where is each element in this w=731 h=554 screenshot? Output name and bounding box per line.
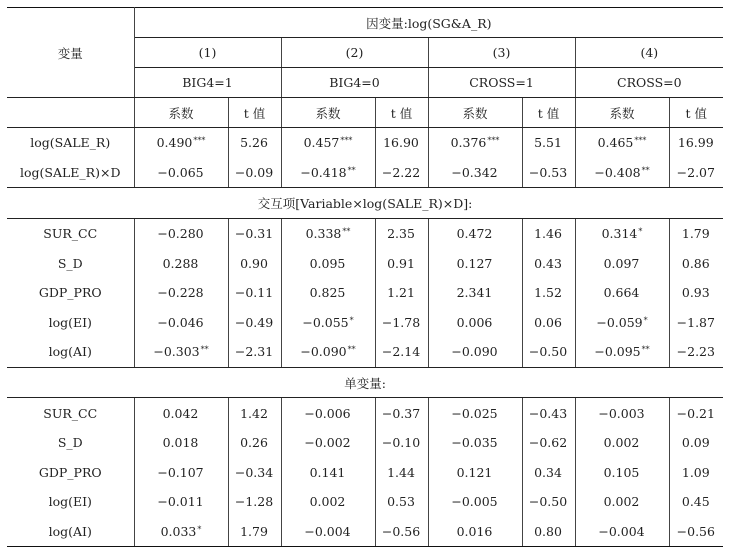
t-value-cell-value: −0.49 [234,314,274,330]
t-value-header: t 值 [228,98,281,128]
coefficient-cell-value: 0.465 [597,135,634,151]
t-value-cell-value: −0.62 [528,435,568,451]
variable-name: log(SALE_R) [7,128,134,158]
coefficient-cell-value: −0.059 [596,314,643,330]
coefficient-cell [281,398,375,428]
t-value-header: t 值 [522,98,575,128]
t-value-cell-value: −0.31 [234,226,274,242]
t-value-cell [522,337,575,367]
t-value-cell-value: 1.09 [681,464,710,480]
coefficient-cell [575,248,669,278]
t-value-cell-value: −0.50 [528,344,568,360]
coefficient-cell [281,218,375,248]
model-number-1: (1) [134,38,281,68]
t-value-cell [522,487,575,517]
coefficient-cell-value: −0.011 [157,494,204,510]
coefficient-cell [281,428,375,458]
t-value-cell [669,308,723,338]
t-value-cell-value: 0.86 [681,255,710,271]
t-value-header: t 值 [375,98,428,128]
t-value-cell [522,128,575,158]
coefficient-cell [428,517,522,547]
coefficient-cell-value: 0.472 [456,226,493,242]
coefficient-cell-value: −0.280 [157,226,204,242]
t-value-cell [375,337,428,367]
coef-header: 系数 [134,98,228,128]
coefficient-cell [134,278,228,308]
coef-header: 系数 [575,98,669,128]
coefficient-cell-value: 0.314 [601,226,638,242]
coefficient-cell [575,158,669,188]
t-value-cell [375,458,428,488]
t-value-cell-value: 0.34 [534,464,562,480]
coefficient-cell [575,218,669,248]
coefficient-cell [575,398,669,428]
coefficient-cell-value: −0.004 [598,524,645,540]
t-value-cell [228,337,281,367]
t-value-cell-value: 2.35 [387,226,415,242]
coef-header: 系数 [428,98,522,128]
t-value-cell [228,398,281,428]
t-value-cell [669,248,723,278]
coefficient-cell [134,458,228,488]
coefficient-cell [134,218,228,248]
coefficient-cell-value: −0.090 [451,344,498,360]
coefficient-cell [281,487,375,517]
variable-name: SUR_CC [7,218,134,248]
coefficient-cell-value: 0.006 [456,314,493,330]
t-value-cell-value: −1.28 [234,494,274,510]
t-value-cell [228,487,281,517]
t-value-cell-value: 1.46 [534,226,562,242]
significance-stars: ** [342,227,351,237]
t-value-cell [522,517,575,547]
t-value-cell-value: 16.90 [383,135,419,151]
t-value-cell-value: 1.79 [240,524,268,540]
t-value-cell [522,158,575,188]
significance-stars: * [638,227,643,237]
t-value-cell [522,308,575,338]
coefficient-cell-value: 0.338 [305,226,342,242]
header-row-stat-labels [7,98,723,128]
table-row [7,458,723,488]
coefficient-cell-value: 0.457 [303,135,340,151]
t-value-cell-value: −0.50 [528,494,568,510]
section-header-row [7,188,723,219]
coefficient-cell-value: 0.376 [450,135,487,151]
section-title: 单变量: [7,367,723,398]
t-value-cell [375,248,428,278]
coefficient-cell-value: −0.107 [157,464,204,480]
sample-label-2: BIG4=0 [281,68,428,98]
coefficient-cell-value: −0.006 [304,405,351,421]
t-value-cell [375,517,428,547]
coefficient-cell [575,428,669,458]
t-value-cell-value: 0.26 [240,435,268,451]
coefficient-cell [134,398,228,428]
model-number-3: (3) [428,38,575,68]
sample-label-1: BIG4=1 [134,68,281,98]
t-value-cell-value: 1.44 [387,464,415,480]
coefficient-cell-value: −0.228 [157,285,204,301]
coefficient-cell-value: −0.055 [302,314,349,330]
variable-name: GDP_PRO [7,458,134,488]
t-value-cell-value: −0.10 [381,435,421,451]
coefficient-cell-value: 0.105 [603,464,640,480]
coefficient-cell [428,428,522,458]
coefficient-cell [428,218,522,248]
t-value-cell [228,308,281,338]
blank-header-cell [7,98,134,128]
t-value-cell-value: −0.11 [234,285,274,301]
table-row [7,487,723,517]
t-value-cell-value: −2.23 [676,344,715,360]
t-value-cell-value: 5.51 [534,135,562,151]
significance-stars: *** [193,136,206,146]
coefficient-cell-value: 0.095 [309,255,346,271]
coefficient-cell [134,128,228,158]
t-value-cell [228,128,281,158]
t-value-cell [375,128,428,158]
t-value-cell-value: −1.78 [381,314,421,330]
table-body [7,8,723,547]
t-value-cell [669,158,723,188]
significance-stars: ** [641,165,650,175]
t-value-cell-value: 0.43 [534,255,562,271]
coefficient-cell [281,158,375,188]
t-value-cell-value: −1.87 [676,314,715,330]
sample-label-3: CROSS=1 [428,68,575,98]
t-value-cell [228,278,281,308]
coefficient-cell-value: −0.065 [157,164,204,180]
coefficient-cell [428,278,522,308]
coefficient-cell-value: 0.288 [162,255,199,271]
table-row [7,218,723,248]
t-value-cell-value: 0.90 [240,255,268,271]
t-value-cell-value: 5.26 [240,135,268,151]
header-row-dep-var [7,8,723,38]
coefficient-cell-value: 0.141 [309,464,346,480]
coefficient-cell-value: 0.002 [603,494,640,510]
coefficient-cell-value: 0.127 [456,255,493,271]
coefficient-cell-value: 0.490 [156,135,193,151]
variable-column-header: 变量 [7,8,134,98]
t-value-cell-value: −0.21 [676,405,715,421]
coefficient-cell-value: −0.035 [451,435,498,451]
coefficient-cell-value: 0.097 [603,255,640,271]
t-value-cell [228,158,281,188]
coefficient-cell-value: −0.090 [300,344,347,360]
t-value-cell-value: 16.99 [677,135,714,151]
coefficient-cell [134,308,228,338]
t-value-cell-value: 1.52 [534,285,562,301]
coefficient-cell-value: 0.016 [456,524,493,540]
t-value-cell [669,487,723,517]
t-value-cell [522,248,575,278]
coefficient-cell-value: −0.004 [304,524,351,540]
significance-stars: * [197,525,202,535]
coefficient-cell-value: 0.033 [160,524,197,540]
coefficient-cell-value: 0.121 [456,464,493,480]
t-value-cell [669,458,723,488]
t-value-cell [669,278,723,308]
t-value-cell-value: −2.22 [381,164,421,180]
coefficient-cell [428,308,522,338]
t-value-cell-value: −0.56 [676,524,715,540]
coef-header: 系数 [281,98,375,128]
variable-name: log(EI) [7,308,134,338]
coefficient-cell-value: 0.664 [603,285,640,301]
variable-name: log(SALE_R)×D [7,158,134,188]
model-number-4: (4) [575,38,723,68]
coefficient-cell [428,337,522,367]
t-value-cell [522,218,575,248]
significance-stars: ** [347,165,356,175]
t-value-cell [669,128,723,158]
dependent-variable-header: 因变量:log(SG&A_R) [134,8,723,38]
t-value-cell-value: 0.45 [681,494,710,510]
t-value-cell [669,337,723,367]
t-value-cell-value: 1.21 [387,285,415,301]
coefficient-cell [281,248,375,278]
significance-stars: *** [487,136,500,146]
table-row [7,278,723,308]
t-value-cell-value: 0.80 [534,524,562,540]
coefficient-cell [575,337,669,367]
table-row [7,398,723,428]
coefficient-cell [428,158,522,188]
coefficient-cell [575,517,669,547]
table-row [7,248,723,278]
coefficient-cell [575,458,669,488]
t-value-cell-value: −0.37 [381,405,421,421]
coefficient-cell [575,487,669,517]
table-row [7,337,723,367]
variable-name: S_D [7,248,134,278]
t-value-cell-value: −0.53 [528,164,568,180]
t-value-header: t 值 [669,98,723,128]
t-value-cell [669,218,723,248]
sample-label-4: CROSS=0 [575,68,723,98]
coefficient-cell [428,248,522,278]
coefficient-cell-value: 2.341 [456,285,493,301]
coefficient-cell [281,278,375,308]
t-value-cell [228,517,281,547]
t-value-cell [522,428,575,458]
coefficient-cell-value: −0.342 [451,164,498,180]
section-title: 交互项[Variable×log(SALE_R)×D]: [7,188,723,219]
t-value-cell [522,278,575,308]
variable-name: GDP_PRO [7,278,134,308]
t-value-cell [228,248,281,278]
t-value-cell [375,218,428,248]
t-value-cell [522,458,575,488]
t-value-cell [669,428,723,458]
t-value-cell-value: 0.93 [681,285,710,301]
coefficient-cell [575,278,669,308]
t-value-cell [669,517,723,547]
coefficient-cell [134,487,228,517]
t-value-cell [375,158,428,188]
significance-stars: *** [634,136,647,146]
coefficient-cell-value: −0.005 [451,494,498,510]
coefficient-cell-value: 0.002 [603,435,640,451]
t-value-cell-value: 0.06 [534,314,562,330]
coefficient-cell [134,248,228,278]
t-value-cell [375,308,428,338]
coefficient-cell [428,398,522,428]
coefficient-cell [134,337,228,367]
t-value-cell [375,428,428,458]
coefficient-cell-value: −0.408 [594,164,641,180]
coefficient-cell [575,308,669,338]
coefficient-cell [428,487,522,517]
t-value-cell [375,278,428,308]
coefficient-cell-value: −0.025 [451,405,498,421]
coefficient-cell-value: 0.018 [162,435,199,451]
t-value-cell-value: −2.14 [381,344,421,360]
coefficient-cell [575,128,669,158]
coefficient-cell [281,458,375,488]
coefficient-cell-value: −0.002 [304,435,351,451]
t-value-cell-value: 0.91 [387,255,415,271]
t-value-cell-value: −2.31 [234,344,274,360]
regression-table [7,7,723,547]
table-row [7,158,723,188]
coefficient-cell [428,458,522,488]
coefficient-cell [281,128,375,158]
t-value-cell [228,458,281,488]
t-value-cell-value: −0.56 [381,524,421,540]
variable-name: SUR_CC [7,398,134,428]
coefficient-cell [134,517,228,547]
table-row [7,517,723,547]
t-value-cell [375,398,428,428]
section-header-row [7,367,723,398]
coefficient-cell-value: −0.046 [157,314,204,330]
coefficient-cell-value: −0.418 [300,164,347,180]
coefficient-cell-value: −0.303 [153,344,200,360]
significance-stars: * [643,315,648,325]
variable-name: log(AI) [7,337,134,367]
coefficient-cell-value: 0.002 [309,494,346,510]
t-value-cell-value: −0.43 [528,405,568,421]
significance-stars: * [349,315,354,325]
significance-stars: ** [200,345,209,355]
table-row [7,128,723,158]
t-value-cell-value: −2.07 [676,164,715,180]
coefficient-cell [281,517,375,547]
coefficient-cell [281,337,375,367]
variable-name: S_D [7,428,134,458]
coefficient-cell [428,128,522,158]
t-value-cell [669,398,723,428]
coefficient-cell-value: 0.042 [162,405,199,421]
t-value-cell [228,218,281,248]
t-value-cell-value: 1.42 [240,405,268,421]
t-value-cell [522,398,575,428]
t-value-cell-value: 1.79 [681,226,710,242]
table-row [7,428,723,458]
significance-stars: ** [641,345,650,355]
t-value-cell-value: −0.34 [234,464,274,480]
model-number-2: (2) [281,38,428,68]
variable-name: log(AI) [7,517,134,547]
t-value-cell-value: 0.53 [387,494,415,510]
coefficient-cell [134,158,228,188]
t-value-cell-value: 0.09 [681,435,710,451]
variable-name: log(EI) [7,487,134,517]
coefficient-cell [134,428,228,458]
coefficient-cell-value: 0.825 [309,285,346,301]
t-value-cell-value: −0.09 [234,164,274,180]
t-value-cell [375,487,428,517]
coefficient-cell [281,308,375,338]
coefficient-cell-value: −0.003 [598,405,645,421]
significance-stars: ** [347,345,356,355]
significance-stars: *** [340,136,353,146]
table-row [7,308,723,338]
t-value-cell [228,428,281,458]
coefficient-cell-value: −0.095 [594,344,641,360]
